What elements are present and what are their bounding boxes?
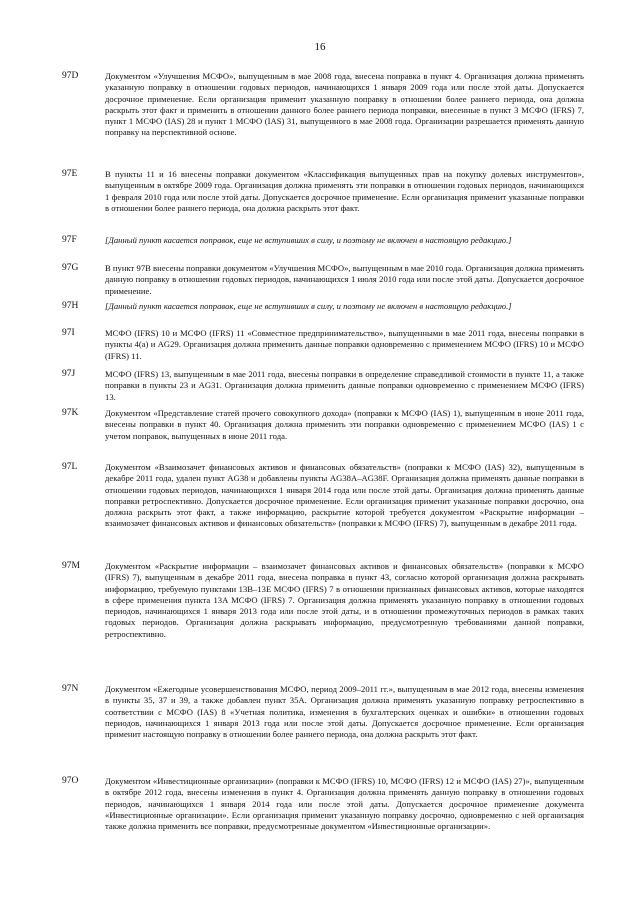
paragraph-97g (62, 263, 584, 297)
paragraph-97f (62, 235, 584, 246)
paragraph-number: 97L (62, 462, 78, 472)
paragraph-text: Документом «Улучшения МСФО», выпущенным в мае 2008 года, внесена поправка в пункт 4. Организация должна применять указанную поправку в отношении годовых периодов, начинающихся 1 января 2009 года или после этой даты. Допускается досрочное применение. Если организация применит указанную поправку в отношении более раннего периода, она должна раскрыть этот факт и применить в отношении данного более раннего периода поправки, внесенные в пункт 3 МСФО (IFRS) 7, пункт 1 МСФО (IAS) 28 и пункт 1 МСФО (IAS) 31, выпущенного в мае 2008 года. Организации разрешается применять данную поправку на перспективной основе. (105, 71, 584, 138)
paragraph-number: 97J (62, 369, 76, 379)
paragraph-number: 97N (62, 684, 79, 694)
editorial-note: [Данный пункт касается поправок, еще не вступивших в силу, и поэтому не включен в настоящую редакцию.] (105, 301, 512, 311)
paragraph-number: 97O (62, 776, 79, 786)
paragraph-text: Документом «Взаимозачет финансовых активов и финансовых обязательств» (поправки к МСФО (IAS) 32), выпущенным в декабре 2011 года, удален пункт AG38 и добавлены пункты AG38A–AG38F. Организация должна применять данные поправки в отношении годовых периодов, начинающихся 1 января 2014 года или после этой даты. Организация должна применять данные поправки ретроспективно. Допускается досрочное применение. Если организация применит указанные поправки досрочно, она должна раскрыть этот факт, а также информацию, раскрытие которой требуется документом «Раскрытие информации – взаимозачет финансовых активов и финансовых обязательств» (поправки к МСФО (IFRS) 7), выпущенным в декабре 2011 года. (105, 462, 584, 529)
paragraph-97j (62, 369, 584, 403)
paragraph-number: 97E (62, 169, 78, 179)
paragraph-97e (62, 169, 584, 214)
paragraph-97h (62, 301, 584, 312)
page-number: 16 (314, 41, 326, 53)
paragraph-number: 97F (62, 235, 77, 245)
paragraph-97d (62, 71, 584, 139)
paragraph-text: Документом «Раскрытие информации – взаимозачет финансовых активов и финансовых обязательств» (поправки к МСФО (IFRS) 7), выпущенным в декабре 2011 года, внесена поправка в пункт 43, согласно которой организация должна раскрывать информацию, требуемую пунктами 13B–13E МСФО (IFRS) 7 в отношении признанных финансовых активов, которые находятся в сфере применения пункта 13A МСФО (IFRS) 7. Организация должна применять указанную поправку в отношении годовых периодов, начинающихся 1 января 2013 года или после этой даты, и в отношении промежуточных периодов в рамках таких годовых периодов. Организация должна раскрывать информацию, предусмотренную требованиями данной поправки, ретроспективно. (105, 561, 584, 639)
paragraph-97n (62, 684, 584, 740)
paragraph-text: Документом «Инвестиционные организации» (поправки к МСФО (IFRS) 10, МСФО (IFRS) 12 и МСФО (IAS) 27)», выпущенным в октябре 2012 года, внесены изменения в пункт 4. Организация должна применять данную поправку в отношении годовых периодов, начинающихся 1 января 2014 года или после этой даты. Допускается досрочное применение документа «Инвестиционные организации». Если организация применит указанную поправку досрочно, одновременно с ней организация также должна применить все поправки, предусмотренные документом «Инвестиционные организации». (105, 776, 584, 832)
paragraph-97m (62, 561, 584, 640)
paragraph-text: МСФО (IFRS) 10 и МСФО (IFRS) 11 «Совместное предпринимательство», выпущенными в мае 2011 года, внесены поправки в пункты 4(a) и AG29. Организация должна применить данные поправки одновременно с применением МСФО (IFRS) 10 и МСФО (IFRS) 11. (105, 328, 584, 361)
paragraph-text: МСФО (IFRS) 13, выпущенным в мае 2011 года, внесены поправки в определение справедливой стоимости в пункте 11, а также поправки в пункты 23 и AG31. Организация должна применить данные поправки одновременно с применением МСФО (IFRS) 13. (105, 369, 584, 402)
editorial-note: [Данный пункт касается поправок, еще не вступивших в силу, и поэтому не включен в настоящую редакцию.] (105, 235, 512, 245)
paragraph-number: 97M (62, 561, 80, 571)
paragraph-97i (62, 328, 584, 362)
paragraph-number: 97D (62, 71, 79, 81)
paragraph-number: 97G (62, 263, 79, 273)
paragraph-97l (62, 462, 584, 530)
paragraph-97o (62, 776, 584, 832)
paragraph-text: В пункты 11 и 16 внесены поправки документом «Классификация выпущенных прав на покупку долевых инструментов», выпущенным в октябре 2009 года. Организация должна применять эти поправки в отношении годовых периодов, начинающихся 1 февраля 2010 года или после этой даты. Допускается досрочное применение. Если организация применит указанные поправки в отношении более раннего периода, она должна раскрыть этот факт. (105, 169, 584, 213)
paragraph-97k (62, 408, 584, 442)
paragraph-text: Документом «Ежегодные усовершенствования МСФО, период 2009–2011 гг.», выпущенным в мае 2012 года, внесены изменения в пункты 35, 37 и 39, а также добавлен пункт 35A. Организация должна применять указанную поправку ретроспективно в соответствии с МСФО (IAS) 8 «Учетная политика, изменения в бухгалтерских оценках и ошибки» в отношении годовых периодов, начинающихся 1 января 2013 года или после этой даты. Допускается досрочное применение. Если организация применит настоящую поправку в отношении более раннего периода, она должна раскрыть этот факт. (105, 684, 584, 740)
paragraph-number: 97H (62, 301, 79, 311)
paragraph-number: 97K (62, 408, 79, 418)
paragraph-text: В пункт 97B внесены поправки документом «Улучшения МСФО», выпущенным в мае 2010 года. Организация должна применять данную поправку в отношении годовых периодов, начинающихся 1 июля 2010 года или после этой даты. Допускается досрочное применение. (105, 263, 584, 296)
paragraph-text: Документом «Представление статей прочего совокупного дохода» (поправки к МСФО (IAS) 1), выпущенным в июне 2011 года, внесены поправки в пункт 40. Организация должна применить эти поправки одновременно с применением МСФО (IAS) 1 с учетом поправок, выпущенных в июне 2011 года. (105, 408, 584, 441)
paragraph-number: 97I (62, 328, 75, 338)
